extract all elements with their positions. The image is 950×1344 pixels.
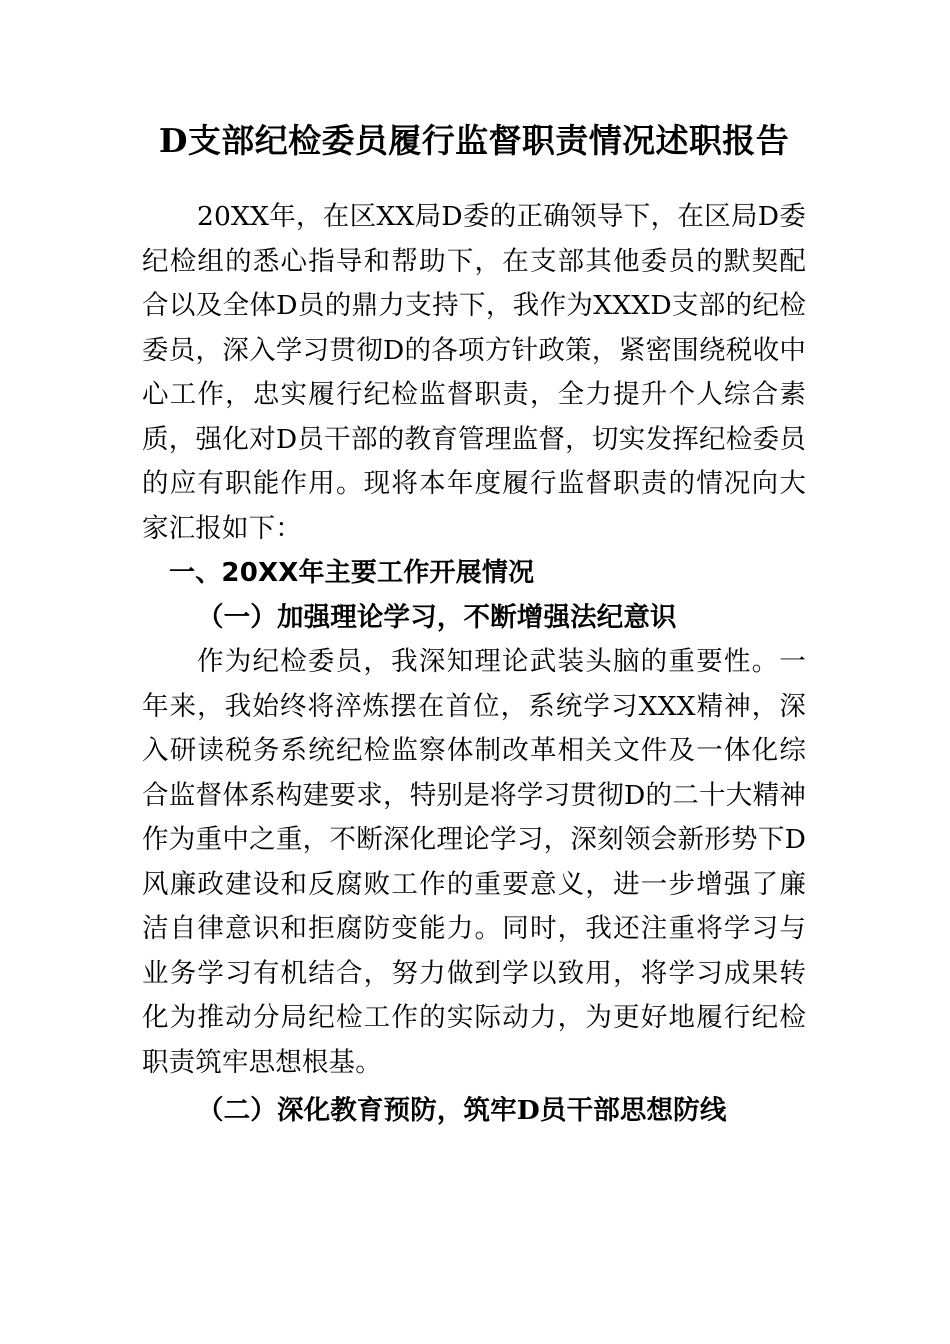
section-heading-1: 一、20XX年主要工作开展情况: [169, 558, 535, 588]
subsection-heading-1-1: （一）加强理论学习，不断增强法纪意识: [197, 601, 677, 633]
intro-paragraph: 20XX年，在区XX局D委的正确领导下，在区局D委纪检组的悉心指导和帮助下，在支部其他委员的默契配合以及全体D员的鼎力支持下，我作为XXXD支部的纪检委员，深入学习贯彻D的各项方针政策，紧密围绕税收中心工作，忠实履行纪检监督职责，全力提升个人综合素质，强化对D员干部的教育管理监督，切实发挥纪检委员的应有职能作用。现将本年度履行监督职责的情况向大家汇报如下：: [142, 201, 806, 544]
page-title: D支部纪检委员履行监督职责情况述职报告: [158, 121, 790, 160]
subsection-heading-1-2: （二）深化教育预防，筑牢D员干部思想防线: [197, 1095, 727, 1126]
document-content-column: [142, 0, 806, 1134]
subsection-paragraph-1-1: 作为纪检委员，我深知理论武装头脑的重要性。一年来，我始终将淬炼摆在首位，系统学习XXX精神，深入研读税务系统纪检监察体制改革相关文件及一体化综合监督体系构建要求，特别是将学习贯彻D的二十大精神作为重中之重，不断深化理论学习，深刻领会新形势下D风廉政建设和反腐败工作的重要意义，进一步增强了廉洁自律意识和拒腐防变能力。同时，我还注重将学习与业务学习有机结合，努力做到学以致用，将学习成果转化为推动分局纪检工作的实际动力，为更好地履行纪检职责筑牢思想根基。: [142, 646, 806, 1078]
